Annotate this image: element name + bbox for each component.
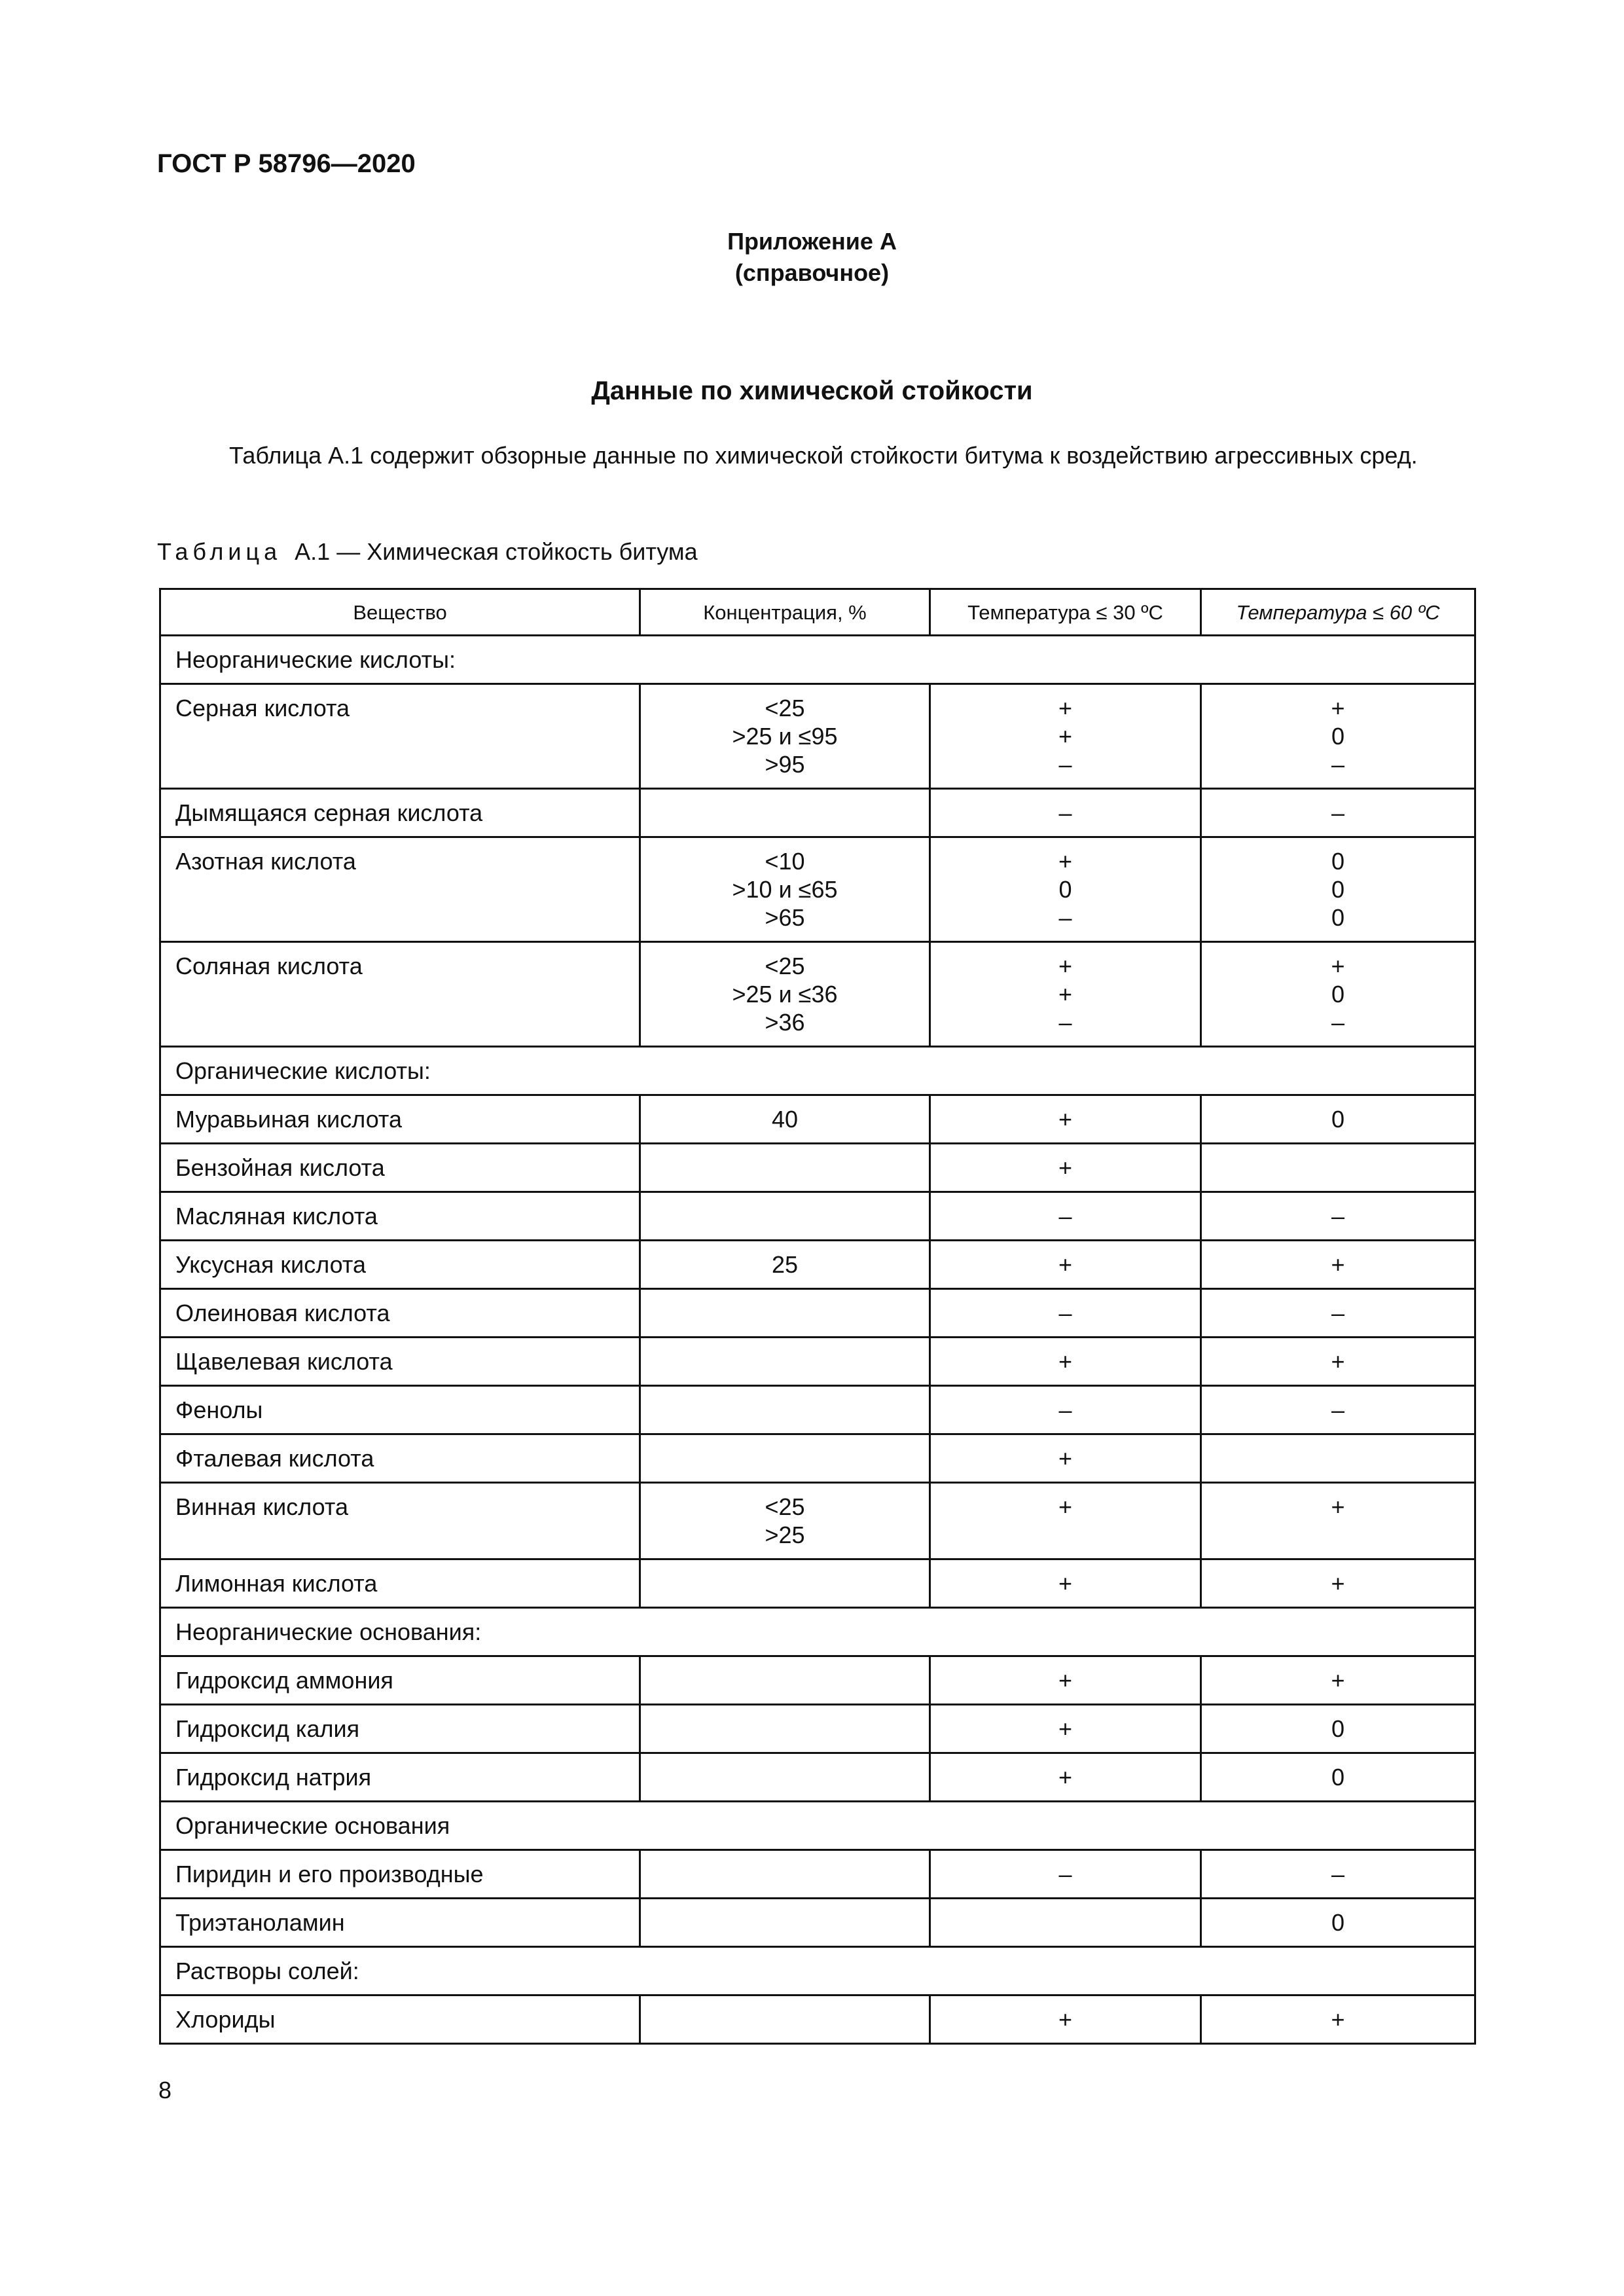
temp-30-cell xyxy=(930,1241,1201,1289)
table-group-row xyxy=(160,1947,1475,1995)
substance-cell: Муравьиная кислота xyxy=(160,1095,640,1144)
table-row xyxy=(160,1705,1475,1753)
cell-value: – xyxy=(1331,1396,1345,1423)
concentration-cell xyxy=(640,1656,930,1705)
temp-30-cell xyxy=(930,1656,1201,1705)
cell-value: <25 xyxy=(765,695,805,721)
cell-value: – xyxy=(1058,1009,1072,1036)
substance-cell: Щавелевая кислота xyxy=(160,1338,640,1386)
cell-value: + xyxy=(1058,1251,1073,1278)
temp-30-cell xyxy=(930,1338,1201,1386)
cell-value: – xyxy=(1058,1396,1072,1423)
temp-30-cell xyxy=(930,1995,1201,2044)
temp-60-cell xyxy=(1201,1241,1475,1289)
concentration-cell xyxy=(640,1559,930,1608)
temp-30-cell xyxy=(930,684,1201,789)
temp-30-cell xyxy=(930,1144,1201,1192)
substance-cell: Уксусная кислота xyxy=(160,1241,640,1289)
cell-value: – xyxy=(1058,1861,1072,1887)
cell-value: 0 xyxy=(1331,904,1345,931)
cell-value: 0 xyxy=(1331,1764,1345,1791)
table-row xyxy=(160,1559,1475,1608)
cell-value: 0 xyxy=(1331,981,1345,1008)
concentration-cell xyxy=(640,942,930,1047)
temp-60-cell xyxy=(1201,1656,1475,1705)
substance-cell: Триэтаноламин xyxy=(160,1899,640,1947)
cell-value: 0 xyxy=(1331,876,1345,903)
cell-value: + xyxy=(1058,1570,1073,1597)
cell-value: – xyxy=(1331,799,1345,826)
cell-value: + xyxy=(1331,1493,1345,1520)
substance-cell: Фталевая кислота xyxy=(160,1434,640,1483)
cell-value: <10 xyxy=(765,848,805,875)
cell-value: + xyxy=(1058,1493,1073,1520)
substance-cell: Хлориды xyxy=(160,1995,640,2044)
cell-value: + xyxy=(1058,1667,1073,1694)
substance-cell: Фенолы xyxy=(160,1386,640,1434)
table-row xyxy=(160,1753,1475,1802)
cell-value: – xyxy=(1331,1861,1345,1887)
cell-value: – xyxy=(1058,904,1072,931)
temp-60-cell xyxy=(1201,1386,1475,1434)
section-title: Данные по химической стойкости xyxy=(591,376,1033,405)
concentration-cell xyxy=(640,1850,930,1899)
temp-30-cell xyxy=(930,1386,1201,1434)
cell-value: – xyxy=(1058,751,1072,778)
cell-value: + xyxy=(1331,695,1345,721)
cell-value: 0 xyxy=(1058,876,1072,903)
concentration-cell xyxy=(640,1289,930,1338)
concentration-cell xyxy=(640,1192,930,1241)
concentration-cell xyxy=(640,1705,930,1753)
cell-value: 0 xyxy=(1331,1909,1345,1936)
cell-value: – xyxy=(1331,1300,1345,1326)
temp-30-cell xyxy=(930,1289,1201,1338)
cell-value: + xyxy=(1058,1106,1073,1133)
substance-cell: Пиридин и его производные xyxy=(160,1850,640,1899)
temp-60-cell xyxy=(1201,1434,1475,1483)
group-label: Растворы солей: xyxy=(160,1947,1475,1995)
table-row xyxy=(160,789,1475,837)
cell-value: >25 xyxy=(765,1522,805,1548)
temp-30-cell xyxy=(930,789,1201,837)
temp-60-cell xyxy=(1201,1483,1475,1559)
cell-value: + xyxy=(1058,953,1073,979)
cell-value: <25 xyxy=(765,953,805,979)
temp-30-cell xyxy=(930,942,1201,1047)
group-label: Неорганические основания: xyxy=(160,1608,1475,1656)
concentration-cell xyxy=(640,1241,930,1289)
substance-cell: Бензойная кислота xyxy=(160,1144,640,1192)
table-caption-text: А.1 — Химическая стойкость битума xyxy=(295,538,698,565)
concentration-cell xyxy=(640,1095,930,1144)
table-row xyxy=(160,942,1475,1047)
temp-60-cell xyxy=(1201,1289,1475,1338)
cell-value: + xyxy=(1058,981,1073,1008)
concentration-cell xyxy=(640,1144,930,1192)
cell-value: + xyxy=(1331,1251,1345,1278)
table-header-row xyxy=(160,589,1475,636)
temp-30-cell xyxy=(930,1192,1201,1241)
table-row xyxy=(160,1434,1475,1483)
group-label: Органические кислоты: xyxy=(160,1047,1475,1095)
cell-value: >65 xyxy=(765,904,805,931)
cell-value: – xyxy=(1058,1203,1072,1230)
cell-value: >10 и ≤65 xyxy=(732,876,838,903)
cell-value: 25 xyxy=(771,1251,799,1278)
temp-60-cell xyxy=(1201,684,1475,789)
substance-cell: Винная кислота xyxy=(160,1483,640,1559)
cell-value: + xyxy=(1331,1348,1345,1375)
substance-cell: Соляная кислота xyxy=(160,942,640,1047)
cell-value: + xyxy=(1331,953,1345,979)
group-label: Органические основания xyxy=(160,1802,1475,1850)
temp-60-cell xyxy=(1201,1192,1475,1241)
concentration-cell xyxy=(640,1899,930,1947)
temp-60-cell xyxy=(1201,1144,1475,1192)
concentration-cell xyxy=(640,1386,930,1434)
temp-60-cell xyxy=(1201,1753,1475,1802)
table-row xyxy=(160,837,1475,942)
cell-value: + xyxy=(1058,695,1073,721)
table-caption-prefix: Таблица xyxy=(157,538,282,565)
cell-value: 0 xyxy=(1331,848,1345,875)
cell-value: + xyxy=(1058,1715,1073,1742)
concentration-cell xyxy=(640,1483,930,1559)
cell-value: 40 xyxy=(771,1106,799,1133)
concentration-cell xyxy=(640,1338,930,1386)
substance-cell: Серная кислота xyxy=(160,684,640,789)
table-row xyxy=(160,1995,1475,2044)
intro-paragraph: Таблица А.1 содержит обзорные данные по химической стойкости битума к воздействию агрессивных сред. xyxy=(229,442,1418,469)
temp-60-cell xyxy=(1201,1899,1475,1947)
cell-value: >25 и ≤36 xyxy=(732,981,838,1008)
table-caption xyxy=(157,538,698,566)
cell-value: + xyxy=(1058,1154,1073,1181)
temp-60-cell xyxy=(1201,1705,1475,1753)
temp-60-cell xyxy=(1201,837,1475,942)
temp-60-cell xyxy=(1201,789,1475,837)
cell-value: + xyxy=(1058,2006,1073,2033)
appendix-subtitle: (справочное) xyxy=(734,259,890,286)
temp-60-cell xyxy=(1201,942,1475,1047)
substance-cell: Гидроксид калия xyxy=(160,1705,640,1753)
substance-cell: Лимонная кислота xyxy=(160,1559,640,1608)
temp-30-cell xyxy=(930,1559,1201,1608)
cell-value: + xyxy=(1058,1348,1073,1375)
group-label: Неорганические кислоты: xyxy=(160,636,1475,684)
concentration-cell xyxy=(640,1995,930,2044)
table-row xyxy=(160,1386,1475,1434)
table-row xyxy=(160,1095,1475,1144)
temp-30-cell xyxy=(930,1434,1201,1483)
cell-value: <25 xyxy=(765,1493,805,1520)
concentration-cell xyxy=(640,837,930,942)
substance-cell: Дымящаяся серная кислота xyxy=(160,789,640,837)
cell-value: + xyxy=(1058,1764,1073,1791)
cell-value: – xyxy=(1331,751,1345,778)
table-group-row xyxy=(160,636,1475,684)
concentration-cell xyxy=(640,684,930,789)
cell-value: + xyxy=(1331,1570,1345,1597)
substance-cell: Азотная кислота xyxy=(160,837,640,942)
cell-value: + xyxy=(1058,1445,1073,1472)
table-row xyxy=(160,1656,1475,1705)
cell-value: 0 xyxy=(1331,1106,1345,1133)
cell-value: – xyxy=(1331,1009,1345,1036)
temp-30-cell xyxy=(930,1899,1201,1947)
temp-30-cell xyxy=(930,837,1201,942)
cell-value: + xyxy=(1331,2006,1345,2033)
table-row xyxy=(160,1192,1475,1241)
concentration-cell xyxy=(640,1753,930,1802)
cell-value: 0 xyxy=(1331,1715,1345,1742)
temp-60-cell xyxy=(1201,1850,1475,1899)
substance-cell: Гидроксид натрия xyxy=(160,1753,640,1802)
chemical-resistance-table xyxy=(159,588,1476,2045)
header-temp-30: Температура ≤ 30 ºС xyxy=(930,589,1201,636)
concentration-cell xyxy=(640,789,930,837)
page-number: 8 xyxy=(158,2077,172,2104)
header-temp-60: Температура ≤ 60 ºС xyxy=(1201,589,1475,636)
table-group-row xyxy=(160,1802,1475,1850)
temp-30-cell xyxy=(930,1753,1201,1802)
appendix-heading xyxy=(0,226,1624,289)
cell-value: + xyxy=(1058,848,1073,875)
temp-60-cell xyxy=(1201,1338,1475,1386)
cell-value: + xyxy=(1058,723,1073,750)
table-row xyxy=(160,1850,1475,1899)
temp-30-cell xyxy=(930,1483,1201,1559)
cell-value: >95 xyxy=(765,751,805,778)
substance-cell: Масляная кислота xyxy=(160,1192,640,1241)
table-row xyxy=(160,1483,1475,1559)
header-substance: Вещество xyxy=(160,589,640,636)
table-body xyxy=(160,636,1475,2044)
cell-value: – xyxy=(1058,799,1072,826)
table-row xyxy=(160,1144,1475,1192)
table-row xyxy=(160,1241,1475,1289)
table-row xyxy=(160,1899,1475,1947)
cell-value: 0 xyxy=(1331,723,1345,750)
temp-60-cell xyxy=(1201,1995,1475,2044)
temp-60-cell xyxy=(1201,1095,1475,1144)
doc-code: ГОСТ Р 58796—2020 xyxy=(157,149,416,178)
header-concentration: Концентрация, % xyxy=(640,589,930,636)
table-row xyxy=(160,684,1475,789)
cell-value: >36 xyxy=(765,1009,805,1036)
cell-value: + xyxy=(1331,1667,1345,1694)
cell-value: – xyxy=(1058,1300,1072,1326)
cell-value: >25 и ≤95 xyxy=(732,723,838,750)
table-group-row xyxy=(160,1608,1475,1656)
temp-60-cell xyxy=(1201,1559,1475,1608)
substance-cell: Гидроксид аммония xyxy=(160,1656,640,1705)
table-row xyxy=(160,1289,1475,1338)
cell-value: – xyxy=(1331,1203,1345,1230)
temp-30-cell xyxy=(930,1705,1201,1753)
substance-cell: Олеиновая кислота xyxy=(160,1289,640,1338)
temp-30-cell xyxy=(930,1095,1201,1144)
table-group-row xyxy=(160,1047,1475,1095)
appendix-title: Приложение А xyxy=(727,228,897,255)
temp-30-cell xyxy=(930,1850,1201,1899)
concentration-cell xyxy=(640,1434,930,1483)
table-row xyxy=(160,1338,1475,1386)
